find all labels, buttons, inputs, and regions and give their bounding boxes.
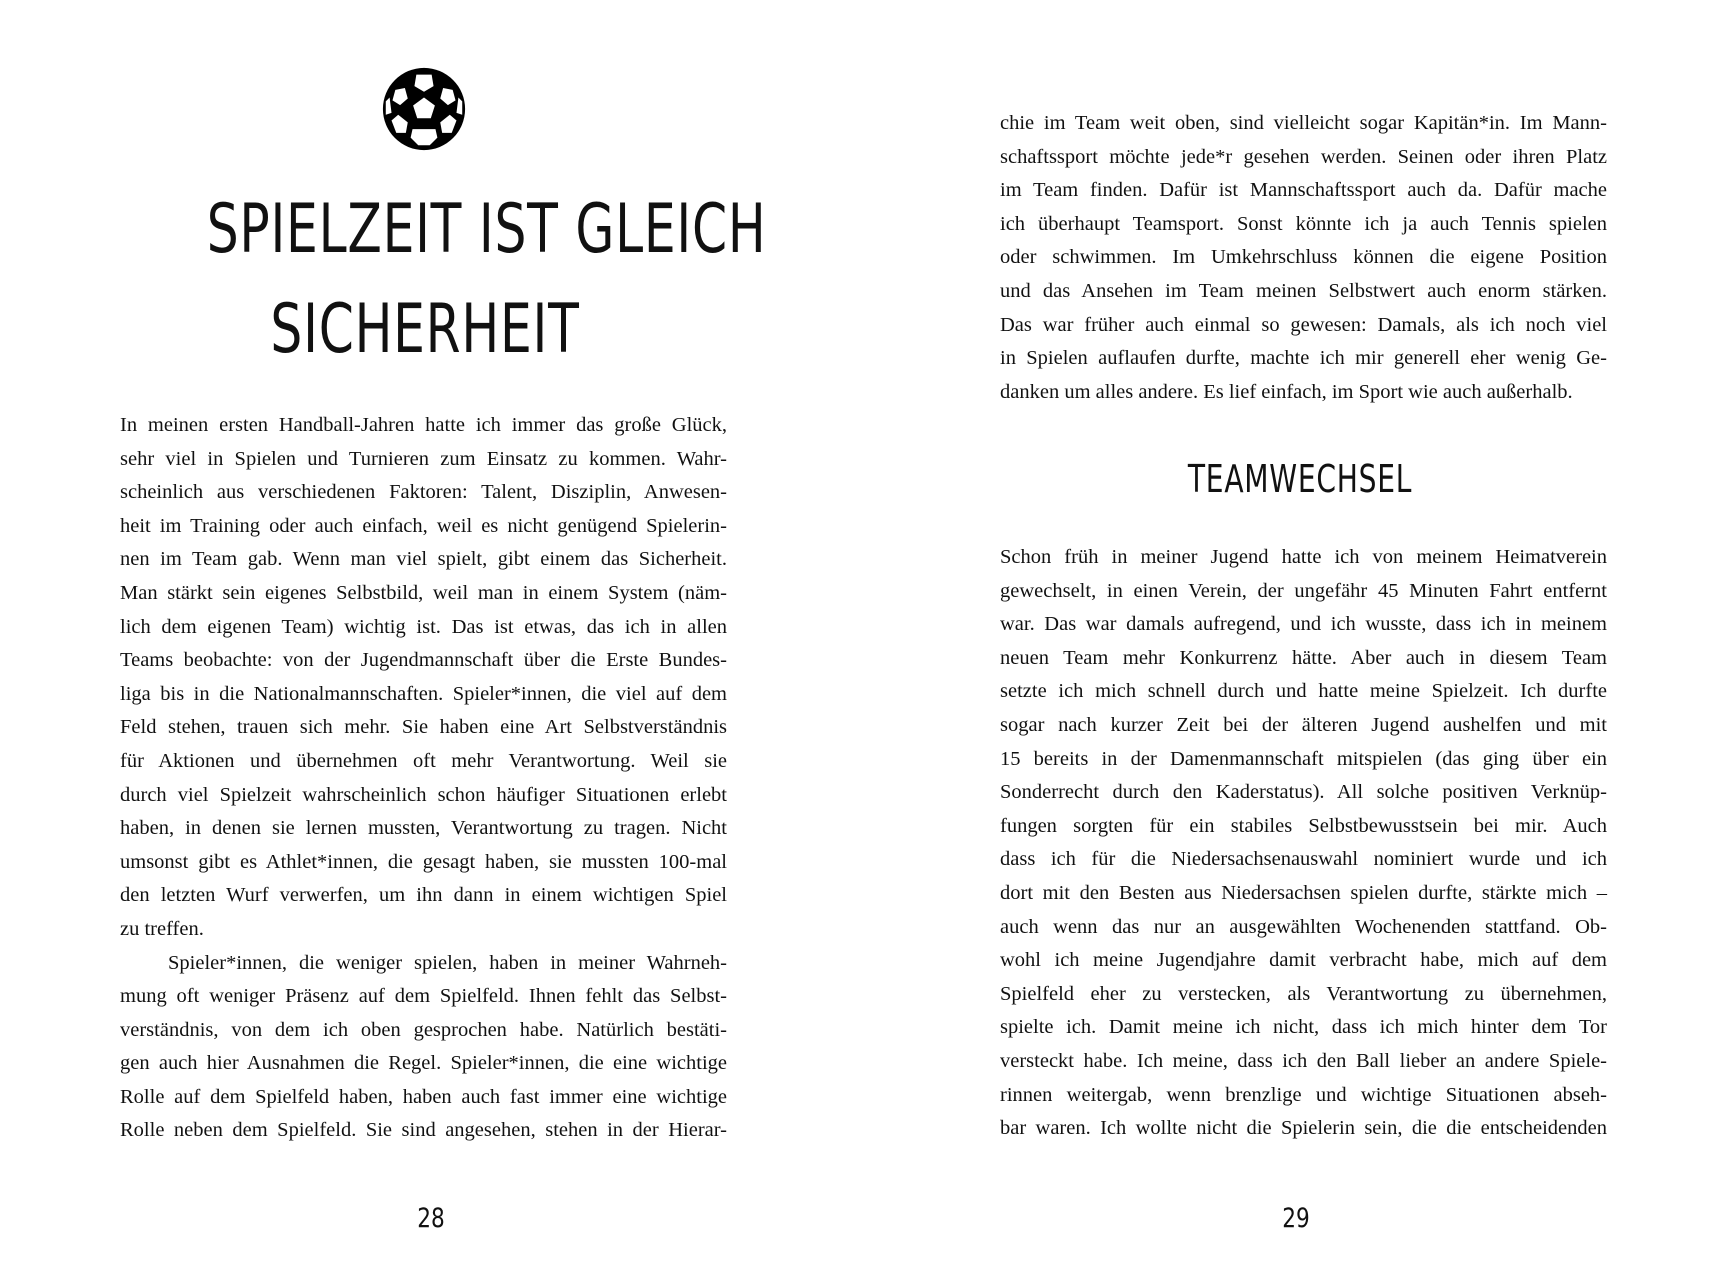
text-line: liga bis in die Nationalmannschaften. Spieler*innen, die viel auf dem (120, 682, 727, 705)
paragraph (120, 947, 727, 1149)
text-line: setzte ich mich schnell durch und hatte meine Spielzeit. Ich durfte (1000, 680, 1607, 703)
text-line: durch viel Spielzeit wahrscheinlich schon häufiger Situationen erlebt (120, 783, 727, 806)
text-line: ich überhaupt Teamsport. Sonst könnte ich ja auch Tennis spielen (1000, 212, 1607, 235)
left-body-text (120, 409, 727, 1148)
text-line: umsonst gibt es Athlet*innen, die gesagt haben, sie mussten 100-mal (120, 850, 727, 873)
text-line: gewechselt, in einen Verein, der ungefähr 45 Minuten Fahrt entfernt (1000, 579, 1607, 602)
text-line: chie im Team weit oben, sind vielleicht sogar Kapitän*in. Im Mann- (1000, 112, 1607, 134)
text-line: versteckt habe. Ich meine, dass ich den Ball lieber an andere Spiele- (1000, 1049, 1607, 1072)
text-line: heit im Training oder auch einfach, weil es nicht genügend Spielerin- (120, 514, 727, 537)
text-line: danken um alles andere. Es lief einfach, im Sport wie auch außerhalb. (1000, 380, 1573, 403)
text-line: nen im Team gab. Wenn man viel spielt, gibt einem das Sicherheit. (120, 548, 727, 571)
text-line: zu treffen. (120, 917, 204, 940)
text-line: rinnen weitergab, wenn brenzlige und wichtige Situationen abseh- (1000, 1083, 1607, 1106)
handball-icon (381, 66, 467, 152)
text-line: Schon früh in meiner Jugend hatte ich von meinem Heimatverein (1000, 546, 1607, 568)
chapter-title-line: SICHERHEIT (270, 290, 580, 369)
text-line: Rolle auf dem Spielfeld haben, haben auch fast immer eine wichtige (120, 1085, 727, 1108)
paragraph (1000, 541, 1607, 1146)
text-line: wohl ich meine Jugendjahre damit verbracht habe, mich auf dem (1000, 949, 1607, 972)
text-line: auch wenn das nur an ausgewählten Wochenenden stattfand. Ob- (1000, 915, 1607, 938)
text-line: Teams beobachte: von der Jugendmannschaft über die Erste Bundes- (120, 649, 727, 672)
text-line: für Aktionen und übernehmen oft mehr Verantwortung. Weil sie (120, 749, 727, 772)
text-line: Feld stehen, trauen sich mehr. Sie haben eine Art Selbstverständnis (120, 716, 727, 739)
text-line: Spielfeld eher zu verstecken, als Verantwortung zu übernehmen, (1000, 982, 1607, 1005)
text-line: sehr viel in Spielen und Turnieren zum Einsatz zu kommen. Wahr- (120, 447, 727, 470)
paragraph (1000, 107, 1607, 409)
text-line: den letzten Wurf verwerfen, um ihn dann in einem wichtigen Spiel (120, 884, 727, 907)
text-line: fungen sorgten für ein stabiles Selbstbewusstsein bei mir. Auch (1000, 814, 1607, 837)
text-line: Man stärkt sein eigenes Selbstbild, weil man in einem System (näm- (120, 581, 727, 604)
right-body-text-top (1000, 107, 1607, 409)
chapter-title-line: SPIELZEIT IST GLEICH (206, 190, 767, 269)
text-line: dort mit den Besten aus Niedersachsen spielen durfte, stärkte mich – (1000, 881, 1607, 904)
text-line: und das Ansehen im Team meinen Selbstwert auch enorm stärken. (1000, 279, 1607, 302)
text-line: schaftssport möchte jede*r gesehen werden. Seinen oder ihren Platz (1000, 145, 1607, 168)
page-number-left: 28 (417, 1203, 445, 1234)
text-line: neuen Team mehr Konkurrenz hätte. Aber auch in diesem Team (1000, 646, 1607, 669)
text-line: In meinen ersten Handball-Jahren hatte ich immer das große Glück, (120, 414, 727, 436)
page-number-right: 29 (1282, 1203, 1310, 1234)
right-body-text-bottom (1000, 541, 1607, 1146)
text-line: mung oft weniger Präsenz auf dem Spielfeld. Ihnen fehlt das Selbst- (120, 985, 727, 1008)
text-line: dass ich für die Niedersachsenauswahl nominiert wurde und ich (1000, 848, 1607, 871)
text-line: Rolle neben dem Spielfeld. Sie sind angesehen, stehen in der Hierar- (120, 1119, 727, 1142)
text-line: verständnis, von dem ich oben gesprochen habe. Natürlich bestäti- (120, 1018, 727, 1041)
text-line: im Team finden. Dafür ist Mannschaftssport auch da. Dafür mache (1000, 179, 1607, 202)
text-line: oder schwimmen. Im Umkehrschluss können die eigene Position (1000, 246, 1607, 269)
text-line: Sonderrecht durch den Kaderstatus). All solche positiven Verknüp- (1000, 781, 1607, 804)
text-line: haben, in denen sie lernen mussten, Verantwortung zu tragen. Nicht (120, 817, 727, 840)
text-line: lich dem eigenen Team) wichtig ist. Das ist etwas, das ich in allen (120, 615, 727, 638)
text-line: 15 bereits in der Damenmannschaft mitspielen (das ging über ein (1000, 747, 1607, 770)
text-line: gen auch hier Ausnahmen die Regel. Spieler*innen, die eine wichtige (120, 1052, 727, 1075)
text-line: war. Das war damals aufregend, und ich wusste, dass ich in meinem (1000, 613, 1607, 636)
section-title: TEAMWECHSEL (1187, 457, 1413, 501)
text-line: scheinlich aus verschiedenen Faktoren: Talent, Disziplin, Anwesen- (120, 481, 727, 504)
text-line: sogar nach kurzer Zeit bei der älteren Jugend aushelfen und mit (1000, 713, 1607, 736)
text-line: Spieler*innen, die weniger spielen, haben in meiner Wahrneh- (168, 951, 727, 974)
paragraph (120, 409, 727, 947)
text-line: Das war früher auch einmal so gewesen: Damals, als ich noch viel (1000, 313, 1607, 336)
text-line: spielte ich. Damit meine ich nicht, dass ich mich hinter dem Tor (1000, 1016, 1607, 1039)
text-line: in Spielen auflaufen durfte, machte ich mir generell eher wenig Ge- (1000, 347, 1607, 370)
text-line: bar waren. Ich wollte nicht die Spielerin sein, die die entscheidenden (1000, 1117, 1607, 1140)
chapter-title (206, 180, 767, 380)
